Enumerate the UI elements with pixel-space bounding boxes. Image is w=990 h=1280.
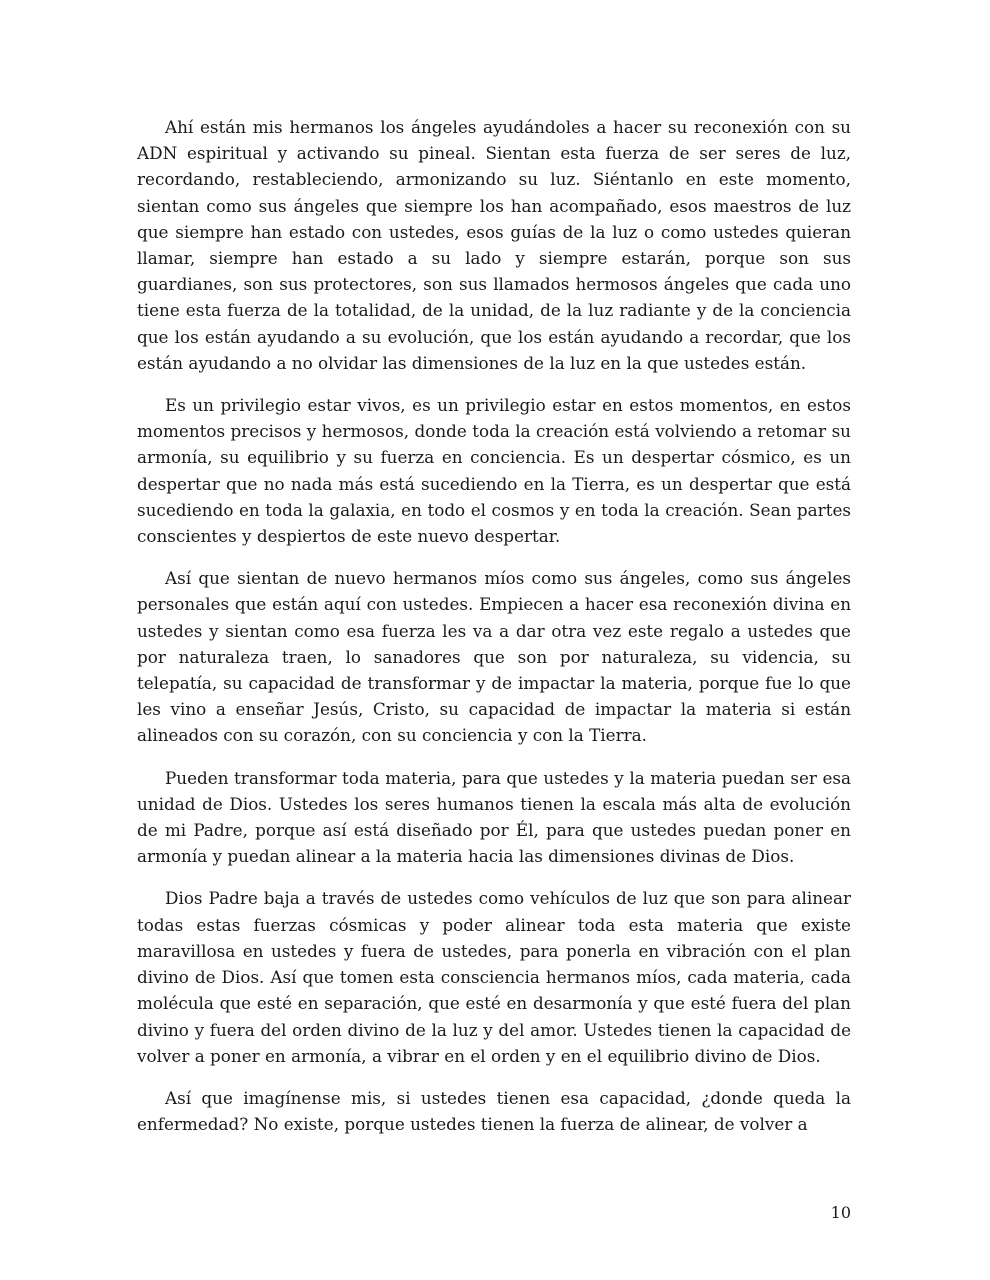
page-number: 10: [830, 1203, 851, 1222]
paragraph-5: Dios Padre baja a través de ustedes como vehículos de luz que son para alinear todas estas fuerzas cósmicas y poder alinear toda esta materia que existe maravillosa en ustedes y fuera de ustedes, para ponerla en vibración con el plan divino de Dios. Así que tomen esta consciencia hermanos míos, cada materia, cada molécula que esté en separación, que esté en desarmonía y que esté fuera del plan divino y fuera del orden divino de la luz y del amor. Ustedes tienen la capacidad de volver a poner en armonía, a vibrar en el orden y en el equilibrio divino de Dios.: [137, 888, 851, 1066]
paragraph-6: Así que imagínense mis, si ustedes tienen esa capacidad, ¿donde queda la enfermedad? No existe, porque ustedes tienen la fuerza de alinear, de volver a: [137, 1087, 851, 1135]
paragraph-2: Es un privilegio estar vivos, es un privilegio estar en estos momentos, en estos momentos precisos y hermosos, donde toda la creación está volviendo a retomar su armonía, su equilibrio y su fuerza en conciencia. Es un despertar cósmico, es un despertar que no nada más está sucediendo en la Tierra, es un despertar que está sucediendo en toda la galaxia, en todo el cosmos y en toda la creación. Sean partes conscientes y despiertos de este nuevo despertar.: [137, 395, 851, 547]
paragraph-1: Ahí están mis hermanos los ángeles ayudándoles a hacer su reconexión con su ADN espiritual y activando su pineal. Sientan esta fuerza de ser seres de luz, recordando, restableciendo, armonizando su luz. Siéntanlo en este momento, sientan como sus ángeles que siempre los han acompañado, esos maestros de luz que siempre han estado con ustedes, esos guías de la luz o como ustedes quieran llamar, siempre han estado a su lado y siempre estarán, porque son sus guardianes, son sus protectores, son sus llamados hermosos ángeles que cada uno tiene esta fuerza de la totalidad, de la unidad, de la luz radiante y de la conciencia que los están ayudando a su evolución, que los están ayudando a recordar, que los están ayudando a no olvidar las dimensiones de la luz en la que ustedes están.: [137, 117, 851, 373]
paragraph-4: Pueden transformar toda materia, para que ustedes y la materia puedan ser esa unidad de Dios. Ustedes los seres humanos tienen la escala más alta de evolución de mi Padre, porque así está diseñado por Él, para que ustedes puedan poner en armonía y puedan alinear a la materia hacia las dimensiones divinas de Dios.: [137, 767, 851, 867]
paragraph-3: Así que sientan de nuevo hermanos míos como sus ángeles, como sus ángeles personales que están aquí con ustedes. Empiecen a hacer esa reconexión divina en ustedes y sientan como esa fuerza les va a dar otra vez este regalo a ustedes que por naturaleza traen, lo sanadores que son por naturaleza, su videncia, su telepatía, su capacidad de transformar y de impactar la materia, porque fue lo que les vino a enseñar Jesús, Cristo, su capacidad de impactar la materia si están alineados con su corazón, con su conciencia y con la Tierra.: [137, 568, 851, 746]
body-text: [137, 114, 851, 1153]
